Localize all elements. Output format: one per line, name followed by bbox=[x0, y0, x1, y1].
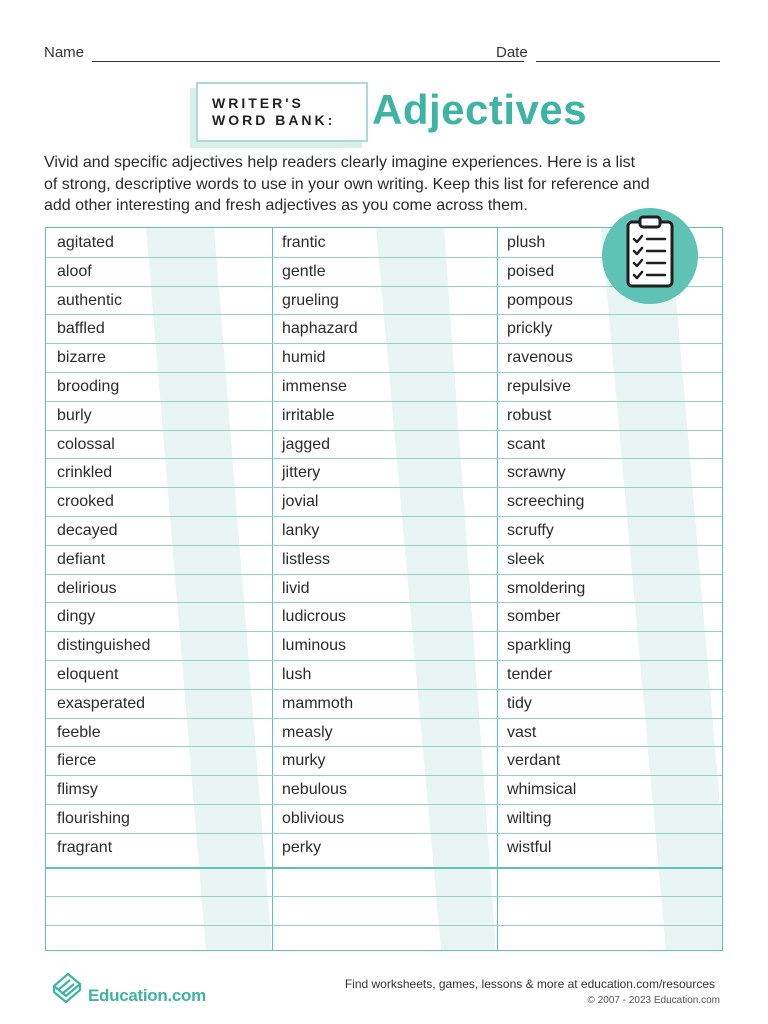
row-divider bbox=[46, 775, 722, 776]
row-divider bbox=[46, 430, 722, 431]
row-divider bbox=[46, 804, 722, 805]
word-cell: oblivious bbox=[282, 810, 345, 827]
word-cell: listless bbox=[282, 550, 331, 568]
word-cell: defiant bbox=[57, 550, 106, 568]
word-cell: vast bbox=[507, 723, 537, 741]
logo-text: Education.com bbox=[88, 986, 206, 1005]
row-divider bbox=[46, 458, 722, 459]
word-cell: lush bbox=[282, 666, 312, 683]
page-title: Adjectives bbox=[372, 86, 588, 133]
word-cell: flimsy bbox=[57, 781, 98, 799]
word-cell: mammoth bbox=[282, 694, 354, 712]
word-cell: livid bbox=[282, 579, 310, 597]
blank-write-in-cell[interactable] bbox=[46, 896, 270, 925]
word-cell: jagged bbox=[282, 435, 331, 453]
row-divider bbox=[46, 833, 722, 834]
row-divider bbox=[46, 487, 722, 488]
word-cell: feeble bbox=[57, 723, 101, 741]
word-cell: fierce bbox=[57, 752, 97, 770]
word-cell: baffled bbox=[57, 320, 105, 338]
word-cell: bizarre bbox=[57, 349, 106, 367]
word-cell: grueling bbox=[282, 291, 339, 309]
word-cell: smoldering bbox=[507, 579, 586, 597]
word-cell: crinkled bbox=[57, 464, 113, 482]
word-cell: irritable bbox=[282, 406, 335, 424]
intro-line: Vivid and specific adjectives help readers clearly imagine experiences. Here is a list bbox=[44, 154, 636, 171]
clipboard-badge bbox=[602, 208, 698, 304]
word-cell: sparkling bbox=[507, 637, 572, 655]
footer-tagline: Find worksheets, games, lessons & more at education.com/resources bbox=[344, 977, 715, 991]
word-cell: perky bbox=[282, 838, 322, 856]
word-cell: burly bbox=[57, 406, 92, 424]
word-cell: immense bbox=[282, 378, 347, 395]
intro-line: of strong, descriptive words to use in your own writing. Keep this list for reference and bbox=[44, 175, 650, 193]
word-cell: poised bbox=[507, 262, 555, 280]
word-cell: repulsive bbox=[507, 378, 572, 395]
word-cell: jittery bbox=[282, 464, 321, 482]
word-cell: nebulous bbox=[282, 781, 347, 799]
word-cell: scruffy bbox=[507, 522, 554, 539]
blank-write-in-cell[interactable] bbox=[272, 896, 496, 925]
word-cell: agitated bbox=[57, 234, 114, 251]
word-cell: colossal bbox=[57, 435, 115, 453]
title-small-line2: WORD BANK: bbox=[212, 112, 336, 128]
word-cell: gentle bbox=[282, 262, 326, 280]
row-divider bbox=[46, 343, 722, 344]
word-cell: lanky bbox=[282, 522, 320, 539]
word-cell: exasperated bbox=[57, 694, 146, 712]
word-cell: robust bbox=[507, 406, 552, 424]
word-cell: dingy bbox=[57, 608, 96, 626]
column-divider bbox=[497, 228, 498, 950]
education-logo[interactable] bbox=[50, 968, 210, 1008]
word-cell: verdant bbox=[507, 752, 561, 770]
word-cell: tender bbox=[507, 666, 553, 683]
intro-line: add other interesting and fresh adjectives as you come across them. bbox=[44, 197, 528, 214]
blank-write-in-cell[interactable] bbox=[497, 896, 721, 925]
blank-write-in-cell[interactable] bbox=[272, 867, 496, 896]
word-cell: scant bbox=[507, 435, 546, 453]
row-divider bbox=[46, 401, 722, 402]
name-label: Name bbox=[44, 44, 85, 61]
word-cell: wistful bbox=[507, 838, 552, 856]
row-divider bbox=[46, 314, 722, 315]
date-input-line[interactable] bbox=[536, 61, 720, 62]
word-cell: aloof bbox=[57, 262, 92, 280]
word-cell: decayed bbox=[57, 522, 118, 539]
row-divider bbox=[46, 689, 722, 690]
blank-write-in-cell[interactable] bbox=[497, 925, 721, 951]
word-cell: whimsical bbox=[507, 781, 577, 799]
row-divider bbox=[46, 660, 722, 661]
word-cell: eloquent bbox=[57, 666, 119, 683]
column-divider bbox=[272, 228, 273, 950]
row-divider bbox=[46, 574, 722, 575]
word-cell: prickly bbox=[507, 320, 553, 338]
word-cell: authentic bbox=[57, 291, 122, 309]
word-cell: measly bbox=[282, 723, 333, 741]
word-cell: ravenous bbox=[507, 349, 573, 367]
word-cell: brooding bbox=[57, 378, 120, 395]
intro-paragraph bbox=[44, 152, 719, 217]
word-cell: distinguished bbox=[57, 637, 151, 655]
title-small bbox=[212, 95, 335, 129]
word-cell: scrawny bbox=[507, 464, 566, 482]
row-divider bbox=[46, 718, 722, 719]
word-cell: crooked bbox=[57, 493, 114, 511]
row-divider bbox=[46, 545, 722, 546]
title-box bbox=[196, 82, 368, 142]
word-cell: jovial bbox=[282, 493, 319, 511]
row-divider bbox=[46, 372, 722, 373]
word-cell: sleek bbox=[507, 550, 545, 568]
row-divider bbox=[46, 516, 722, 517]
blank-write-in-cell[interactable] bbox=[46, 867, 270, 896]
title-small-line1: WRITER'S bbox=[212, 95, 304, 111]
blank-write-in-cell[interactable] bbox=[272, 925, 496, 951]
word-cell: fragrant bbox=[57, 838, 113, 856]
blank-write-in-cell[interactable] bbox=[46, 925, 270, 951]
word-cell: luminous bbox=[282, 637, 347, 655]
word-cell: flourishing bbox=[57, 810, 130, 827]
word-cell: screeching bbox=[507, 493, 585, 511]
footer-copyright: © 2007 - 2023 Education.com bbox=[587, 995, 720, 1006]
word-cell: pompous bbox=[507, 291, 573, 309]
word-cell: plush bbox=[507, 234, 546, 251]
clipboard-checklist-icon bbox=[602, 208, 698, 304]
word-cell: humid bbox=[282, 349, 326, 367]
row-divider bbox=[46, 602, 722, 603]
word-cell: frantic bbox=[282, 234, 326, 251]
word-cell: haphazard bbox=[282, 320, 358, 338]
word-cell: murky bbox=[282, 752, 326, 770]
blank-write-in-cell[interactable] bbox=[497, 867, 721, 896]
date-label: Date bbox=[496, 44, 528, 61]
word-cell: wilting bbox=[507, 810, 552, 827]
word-cell: delirious bbox=[57, 579, 117, 597]
education-logo-icon bbox=[50, 970, 86, 1010]
word-cell: tidy bbox=[507, 694, 532, 712]
name-date-row bbox=[44, 44, 720, 66]
stripe-decoration bbox=[46, 228, 722, 950]
word-cell: ludicrous bbox=[282, 608, 347, 626]
word-bank-table bbox=[45, 227, 723, 951]
word-cell: somber bbox=[507, 608, 561, 626]
row-divider bbox=[46, 746, 722, 747]
name-input-line[interactable] bbox=[92, 61, 524, 62]
